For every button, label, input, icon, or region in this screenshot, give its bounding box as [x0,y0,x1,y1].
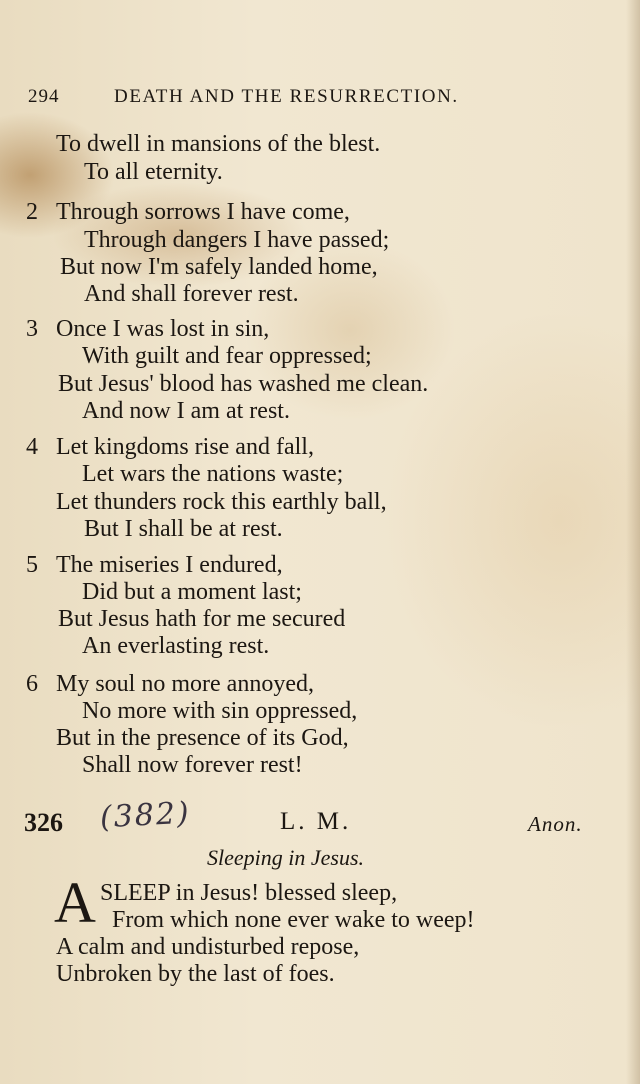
verse-line: Through sorrows I have come, [56,199,350,225]
stanza-number: 6 [26,671,38,697]
page-edge-shadow [626,0,640,1084]
verse-line: The miseries I endured, [56,552,283,578]
verse-line: From which none ever wake to weep! [112,907,475,933]
stanza-number: 2 [26,199,38,225]
verse-line: Let thunders rock this earthly ball, [56,489,387,515]
stanza-number: 3 [26,316,38,342]
verse-line: Let kingdoms rise and fall, [56,434,314,460]
stanza-number: 4 [26,434,38,460]
verse-line: But Jesus hath for me secured [58,606,346,632]
verse-line: No more with sin oppressed, [82,698,358,724]
verse-line: But I shall be at rest. [84,516,283,542]
hymn-subtitle: Sleeping in Jesus. [207,845,365,870]
verse-line: Unbroken by the last of foes. [56,961,335,987]
hymn-header [0,795,640,842]
hymn-number: 326 [24,808,63,837]
verse-line: Let wars the nations waste; [82,461,344,487]
hymn-meter: L. M. [280,808,352,835]
verse-line: And now I am at rest. [82,398,290,424]
verse-line: My soul no more annoyed, [56,671,314,697]
verse-line: To all eternity. [84,159,223,185]
stanza-number: 5 [26,552,38,578]
hymn-author: Anon. [528,812,583,836]
verse-line: Shall now forever rest! [82,752,303,778]
verse-line: An everlasting rest. [82,633,270,659]
verse-line: A calm and undisturbed repose, [56,934,360,960]
page-number: 294 [28,86,60,107]
verse-line: But Jesus' blood has washed me clean. [58,371,429,397]
verse-line: SLEEP in Jesus! blessed sleep, [100,880,398,906]
page-title: DEATH AND THE RESURRECTION. [114,86,459,107]
verse-line: To dwell in mansions of the blest. [56,131,381,157]
handwritten-annotation: (382) [99,795,192,836]
verse-line: But now I'm safely landed home, [60,254,378,280]
verse-line: With guilt and fear oppressed; [82,343,372,369]
verse-line: Did but a moment last; [82,579,302,605]
running-head [28,86,640,116]
verse-line: Once I was lost in sin, [56,316,270,342]
verse-line: Through dangers I have passed; [84,227,390,253]
verse-line: And shall forever rest. [84,281,299,307]
drop-cap: A [54,870,96,935]
verse-line: But in the presence of its God, [56,725,349,751]
